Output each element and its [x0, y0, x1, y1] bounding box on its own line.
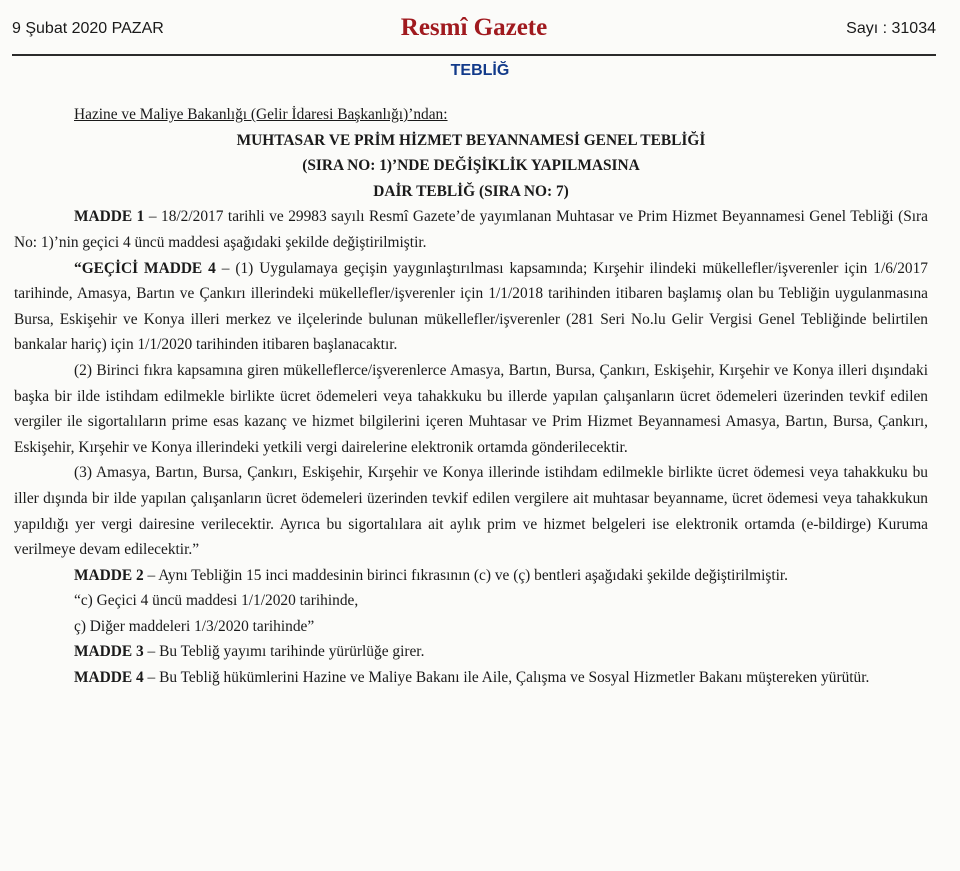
article-3-text: – Bu Tebliğ yayımı tarihinde yürürlüğe girer.: [143, 643, 425, 661]
article-2-clause-cc: ç) Diğer maddeleri 1/3/2020 tarihinde”: [74, 617, 315, 635]
article-4: [14, 665, 928, 691]
article-2: [14, 563, 928, 589]
section-heading: TEBLİĞ: [450, 62, 510, 79]
article-4-text: – Bu Tebliğ hükümlerini Hazine ve Maliye Bakanı ile Aile, Çalışma ve Sosyal Hizmetler Bakanı müştereken yürütür.: [143, 669, 870, 687]
article-2-text: – Aynı Tebliğin 15 inci maddesinin birinci fıkrasının (c) ve (ç) bentleri aşağıdaki şekilde değiştirilmiştir.: [143, 566, 789, 584]
article-3: [14, 639, 928, 665]
article-2-label: MADDE 2: [74, 566, 144, 584]
issuing-institution: Hazine ve Maliye Bakanlığı (Gelir İdaresi Başkanlığı)’ndan:: [74, 106, 448, 123]
article-1-label: MADDE 1: [74, 208, 145, 226]
temporary-article-4-text: – (1) Uygulamaya geçişin yaygınlaştırılması kapsamında; Kırşehir ilindeki mükellefler/işverenler için 1/6/2017 tarihinde, Amasya, Bartın ve Çankırı illerindeki mükellefler/işverenler için 1/1/2018 tarihinden itibaren başlamış olan bu Tebliğin uygulanmasına Bursa, Eskişehir ve Konya illeri merkez ve ilçelerinde bulunan mükellefler/işverenler (281 Seri No.lu Gelir Vergisi Genel Tebliğinde belirtilen bankalar hariç) için 1/1/2020 tarihinden itibaren başlanacaktır.: [14, 259, 928, 354]
article-1-text: – 18/2/2017 tarihli ve 29983 sayılı Resmî Gazete’de yayımlanan Muhtasar ve Prim Hizmet Beyannamesi Genel Tebliği (Sıra No: 1)’nin geçici 4 üncü maddesi aşağıdaki şekilde değiştirilmiştir.: [14, 208, 928, 251]
gazette-title: Resmî Gazete: [400, 14, 548, 41]
article-3-label: MADDE 3: [74, 643, 144, 661]
document-body: [14, 102, 928, 691]
issue-number: Sayı : 31034: [846, 20, 936, 37]
article-1: [14, 204, 928, 255]
title-line-3: DAİR TEBLİĞ (SIRA NO: 7): [373, 182, 569, 200]
temporary-article-4-paragraph-3: (3) Amasya, Bartın, Bursa, Çankırı, Eskişehir, Kırşehir ve Konya illerinde istihdam edilmekle birlikte ücret ödemesi veya tahakkuku bu iller dışında bir ilde yapılan çalışanların ücret ödemeleri üzerinden tevkif edilen vergilere ait muhtasar beyanname, ücret ödemesi veya tahakkukun yapıldığı yer vergi dairesine verilecektir. Ayrıca bu sigortalılara ait aylık prim ve hizmet belgeleri ise elektronik ortamda (e-bildirge) Kuruma verilmeye devam edilecektir.”: [14, 464, 928, 559]
temporary-article-4-paragraph-2: (2) Birinci fıkra kapsamına giren mükelleflerce/işverenlerce Amasya, Bartın, Bursa, Çankırı, Eskişehir, Kırşehir ve Konya illeri dışındaki başka bir ilde istihdam edilmekle birlikte ücret ödemeleri veya tahakkuku bu illerde yapılan çalışanların ücret ödemeleri üzerinden tevkif edilen vergiler ile sigortalıların prime esas kazanç ve hizmet bilgilerini içeren Muhtasar ve Prim Hizmet Beyannamesi Amasya, Bartın, Bursa, Çankırı, Eskişehir, Kırşehir ve Konya illerindeki yetkili vergi dairelerine elektronik ortamda gönderilecektir.: [14, 361, 928, 456]
title-line-2: (SIRA NO: 1)’NDE DEĞİŞİKLİK YAPILMASINA: [302, 157, 640, 175]
article-2-clause-c: “c) Geçici 4 üncü maddesi 1/1/2020 tarihinde,: [74, 592, 359, 610]
temporary-article-4-label: “GEÇİCİ MADDE 4: [74, 259, 216, 277]
gazette-header: [12, 10, 936, 56]
temporary-article-4: [14, 256, 928, 358]
article-4-label: MADDE 4: [74, 669, 144, 687]
publication-date: 9 Şubat 2020 PAZAR: [12, 20, 164, 37]
title-line-1: MUHTASAR VE PRİM HİZMET BEYANNAMESİ GENEL TEBLİĞİ: [236, 131, 706, 149]
